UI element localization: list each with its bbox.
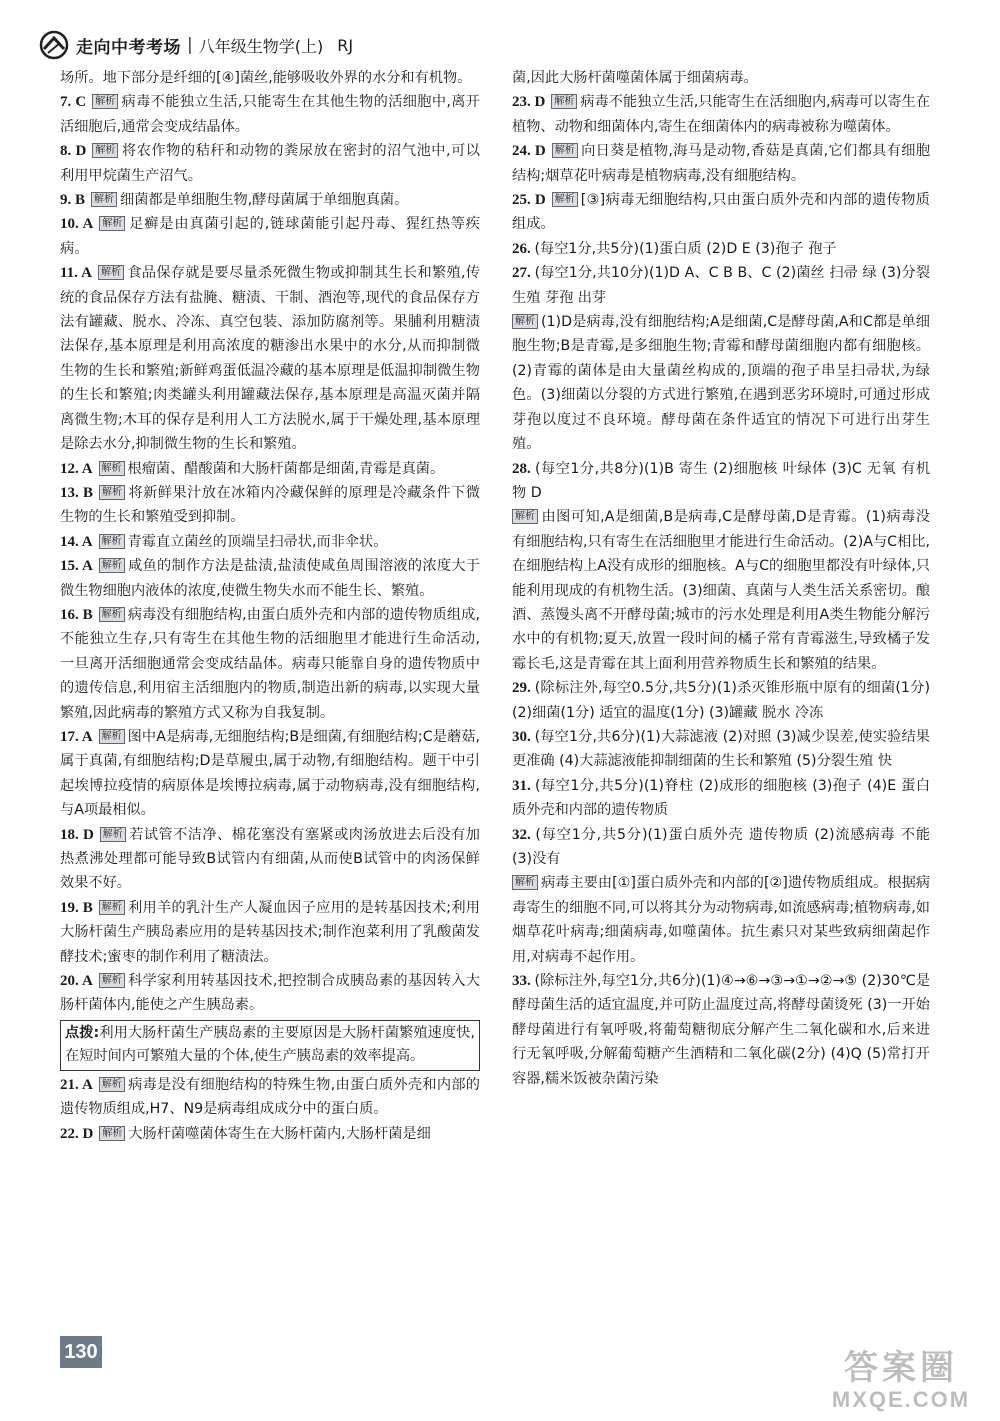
answer-text: (除标注外,每空0.5分,共5分)(1)杀灭锥形瓶中原有的细菌(1分) (2)细菌(1分) 适宜的温度(1分) (3)罐藏 脱水 冷冻	[512, 680, 931, 721]
analysis-badge: 解析	[92, 143, 118, 158]
analysis-badge: 解析	[99, 1077, 125, 1092]
answer-item	[512, 774, 930, 823]
answer-item	[60, 823, 480, 896]
question-number: 26.	[512, 240, 535, 257]
answer-text: 根瘤菌、醋酸菌和大肠杆菌都是细菌,青霉是真菌。	[127, 460, 445, 477]
question-number: 29.	[512, 680, 535, 697]
answer-item	[60, 1073, 480, 1122]
analysis-badge: 解析	[99, 461, 125, 476]
analysis-badge: 解析	[99, 607, 125, 622]
book-logo-icon	[38, 29, 70, 61]
question-number: 30.	[512, 728, 535, 745]
book-edition: RJ	[337, 35, 354, 55]
answer-text: 病毒是没有细胞结构的特殊生物,由蛋白质外壳和内部的遗传物质组成,H7、N9是病毒组成成分中的蛋白质。	[60, 1076, 480, 1118]
answer-item	[60, 188, 480, 212]
answer-item	[60, 969, 480, 1018]
answer-item	[60, 530, 480, 554]
question-number: 17.	[60, 728, 82, 745]
question-number: 13.	[60, 484, 83, 501]
answer-item	[512, 237, 930, 261]
watermark-logo: 答案圈	[844, 1347, 958, 1388]
answer-text: (每空1分,共5分)(1)蛋白质外壳 遗传物质 (2)流感病毒 不能 (3)没有	[512, 826, 931, 867]
analysis-badge: 解析	[99, 558, 125, 573]
answer-text: 大肠杆菌噬菌体寄生在大肠杆菌内,大肠杆菌是细	[128, 1125, 431, 1142]
answer-choice: D	[534, 143, 546, 160]
answer-item	[60, 896, 480, 969]
answer-choice: B	[82, 899, 93, 916]
analysis-badge: 解析	[99, 534, 125, 549]
analysis-badge: 解析	[100, 827, 126, 842]
question-number: 14.	[60, 533, 82, 550]
analysis-text: (1)D是病毒,没有细胞结构;A是细菌,C是酵母菌,A和C都是单细胞生物;B是青霉,是多细胞生物;青霉和酵母菌细胞内都有细胞核。(2)青霉的菌体是由大量菌丝构成的,顶端的孢子串呈扫帚状,为绿色。(3)细菌以分裂的方式进行繁殖,在遇到恶劣环境时,可通过形成芽孢以度过不良环境。酵母菌在条件适宜的情况下可进行出芽生殖。	[512, 314, 930, 453]
question-number: 7.	[60, 94, 76, 111]
answer-choice: D	[82, 1125, 94, 1142]
answer-text: [③]病毒无细胞结构,只由蛋白质外壳和内部的遗传物质组成。	[512, 192, 930, 233]
question-number: 32.	[512, 826, 536, 843]
answer-text: 将农作物的秸秆和动物的粪尿放在密封的沼气池中,可以利用甲烷菌生产沼气。	[60, 143, 480, 184]
answer-item	[60, 212, 480, 261]
watermark	[826, 1335, 976, 1415]
analysis-badge: 解析	[512, 875, 538, 890]
analysis-badge: 解析	[92, 94, 118, 109]
answer-text: (每空1分,共8分)(1)B 寄生 (2)细胞核 叶绿体 (3)C 无氧 有机物 D	[512, 460, 931, 501]
question-number: 20.	[60, 973, 82, 990]
answer-choice: A	[81, 1076, 93, 1093]
analysis-badge: 解析	[552, 192, 578, 207]
answer-text: 咸鱼的制作方法是盐渍,盐渍使咸鱼周围溶液的浓度大于微生物细胞内液体的浓度,使微生物失水而不能生长、繁殖。	[60, 558, 480, 599]
analysis-badge: 解析	[91, 192, 117, 207]
answer-text: 食品保存就是要尽量杀死微生物或抑制其生长和繁殖,传统的食品保存方法有盐腌、糖渍、干制、酒泡等,现代的食品保存方法有罐藏、脱水、冷冻、真空包装、添加防腐剂等。果脯利用糖渍法保存,基本原理是利用高浓度的糖渗出水果中的水分,从而抑制微生物的生长和繁殖;新鲜鸡蛋低温冷藏的基本原理是低温抑制微生物的生长和繁殖;肉类罐头利用罐藏法保存,基本原理是高温灭菌并隔离微生物;木耳的保存是利用人工方法脱水,属于干燥处理,基本原理是除去水分,抑制微生物的生长和繁殖。	[60, 265, 480, 453]
answer-text: (每空1分,共10分)(1)D A、C B B、C (2)菌丝 扫帚 绿 (3)分裂生殖 芽孢 出芽	[512, 265, 931, 306]
question-number: 19.	[60, 899, 83, 916]
analysis-badge: 解析	[99, 216, 125, 231]
answer-choice: D	[534, 192, 546, 209]
watermark-url: MXQE.COM	[831, 1386, 971, 1412]
answer-choice: B	[82, 606, 93, 623]
answer-item	[512, 457, 930, 506]
answer-choice: A	[81, 728, 93, 745]
answer-text: 青霉直立菌丝的顶端呈扫帚状,而非伞状。	[127, 533, 388, 550]
answer-choice: D	[75, 143, 87, 160]
answer-item	[60, 481, 480, 530]
answer-choice: A	[81, 533, 93, 550]
tip-box	[60, 1020, 480, 1071]
question-number: 28.	[512, 460, 535, 477]
analysis-badge: 解析	[512, 314, 538, 329]
right-answer-column	[512, 66, 930, 1091]
question-number: 11.	[60, 265, 82, 282]
tip-text: 利用大肠杆菌生产胰岛素的主要原因是大肠杆菌繁殖速度快,在短时间内可繁殖大量的个体,使生产胰岛素的效率提高。	[65, 1024, 475, 1065]
answer-item	[512, 139, 930, 188]
answer-item	[60, 554, 480, 603]
question-number: 33.	[512, 973, 535, 990]
question-number: 21.	[60, 1076, 82, 1093]
answer-text: (每空1分,共5分)(1)蛋白质 (2)D E (3)孢子 孢子	[534, 240, 837, 257]
answer-text: 细菌都是单细胞生物,酵母菌属于单细胞真菌。	[120, 192, 409, 209]
answer-choice: A	[81, 265, 93, 282]
answer-choice: B	[82, 484, 93, 501]
answer-text: 病毒不能独立生活,只能寄生在其他生物的活细胞中,离开活细胞后,通常会变成结晶体。	[60, 94, 480, 135]
question-number: 12.	[60, 460, 82, 477]
answer-text: 科学家利用转基因技术,把控制合成胰岛素的基因转入大肠杆菌体内,能使之产生胰岛素。	[60, 973, 480, 1014]
header-divider: |	[187, 35, 193, 55]
answer-item	[512, 823, 930, 872]
page-header	[38, 28, 353, 62]
answer-choice: A	[82, 216, 94, 233]
continued-text: 菌,因此大肠杆菌噬菌体属于细菌病毒。	[512, 70, 758, 86]
question-number: 24.	[512, 143, 535, 160]
question-number: 10.	[60, 216, 83, 233]
answer-item	[60, 603, 480, 725]
question-number: 15.	[60, 558, 82, 575]
answer-choice: D	[534, 94, 546, 111]
continued-text: 场所。地下部分是纤细的[④]菌丝,能够吸收外界的水分和有机物。	[60, 70, 472, 86]
answer-text: 病毒没有细胞结构,由蛋白质外壳和内部的遗传物质组成,不能独立生存,只有寄生在其他生物的活细胞里才能进行生命活动,一旦离开活细胞通常会变成结晶体。病毒只能靠自身的遗传物质中的遗传信息,利用宿主活细胞内的物质,制造出新的病毒,以实现大量繁殖,因此病毒的繁殖方式又称为自我复制。	[60, 606, 480, 721]
analysis-paragraph	[512, 505, 930, 676]
answer-text: (除标注外,每空1分,共6分)(1)④→⑥→③→①→②→⑤ (2)30℃是酵母菌生活的适宜温度,并可防止温度过高,将酵母菌烫死 (3)一开始酵母菌进行有氧呼吸,将葡萄糖彻底分解产生二氧化碳和水,后来进行无氧呼吸,分解葡萄糖产生酒精和二氧化碳(2分) (4)Q (5)常打开容器,糯米饭被杂菌污染	[512, 973, 931, 1087]
book-subtitle: 八年级生物学(上)	[198, 36, 324, 56]
answer-text: 将新鲜果汁放在冰箱内冷藏保鲜的原理是冷藏条件下微生物的生长和繁殖受到抑制。	[60, 484, 480, 526]
answer-text: 利用羊的乳汁生产人凝血因子应用的是转基因技术;利用大肠杆菌生产胰岛素应用的是转基因技术;制作泡菜利用了乳酸菌发酵技术;蜜枣的制作利用了糖渍法。	[60, 899, 480, 965]
analysis-paragraph	[512, 310, 930, 456]
analysis-badge: 解析	[98, 265, 124, 280]
answer-text: (每空1分,共6分)(1)大蒜滤液 (2)对照 (3)减少误差,使实验结果更准确 (4)大蒜滤液能抑制细菌的生长和繁殖 (5)分裂生殖 快	[512, 728, 930, 770]
answer-item	[60, 139, 480, 188]
question-number: 23.	[512, 94, 535, 111]
tip-label: 点拨:	[65, 1024, 100, 1041]
question-number: 8.	[60, 143, 76, 160]
analysis-badge: 解析	[99, 485, 125, 500]
analysis-text: 由图可知,A是细菌,B是病毒,C是酵母菌,D是青霉。(1)病毒没有细胞结构,只有寄生在活细胞里才能进行生命活动。(2)A与C相比,在细胞结构上A没有成形的细胞核。A与C的细胞里都没有叶绿体,只能利用现成的有机物生活。(3)细菌、真菌与人类生活关系密切。酿酒、蒸馒头离不开酵母菌;城市的污水处理是利用A类生物能分解污水中的有机物;夏天,放置一段时间的橘子常有青霉滋生,导致橘子发霉长毛,这是青霉在其上面利用营养物质生长和繁殖的结果。	[512, 509, 930, 672]
answer-item	[60, 261, 480, 456]
answer-item	[60, 1122, 480, 1146]
analysis-badge: 解析	[99, 973, 125, 988]
question-number: 27.	[512, 265, 535, 282]
analysis-badge: 解析	[551, 94, 577, 109]
left-answer-column	[60, 66, 480, 1146]
answer-item	[512, 969, 930, 1091]
answer-choice: C	[75, 94, 87, 111]
page-number: 130	[60, 1336, 102, 1368]
answer-choice: A	[81, 558, 93, 575]
answer-text: (每空1分,共5分)(1)脊柱 (2)成形的细胞核 (3)孢子 (4)E 蛋白质外壳和内部的遗传物质	[512, 777, 931, 819]
answer-text: 图中A是病毒,无细胞结构;B是细菌,有细胞结构;C是蘑菇,属于真菌,有细胞结构;D是草履虫,属于动物,有细胞结构。题干中引起埃博拉疫情的病原体是埃博拉病毒,属于动物病毒,没有细胞结构,与A项最相似。	[60, 728, 480, 819]
answer-choice: A	[81, 973, 93, 990]
analysis-text: 病毒主要由[①]蛋白质外壳和内部的[②]遗传物质组成。根据病毒寄生的细胞不同,可以将其分为动物病毒,如流感病毒;植物病毒,如烟草花叶病毒;细菌病毒,如噬菌体。抗生素只对某些致病细菌起作用,对病毒不起作用。	[512, 875, 930, 965]
answer-item	[512, 676, 930, 725]
question-number: 9.	[60, 192, 75, 209]
answer-choice: D	[82, 826, 94, 843]
answer-item	[512, 188, 930, 237]
analysis-badge: 解析	[512, 509, 538, 524]
question-number: 16.	[60, 606, 83, 623]
answer-item	[512, 725, 930, 774]
analysis-badge: 解析	[99, 1126, 125, 1141]
question-number: 18.	[60, 826, 83, 843]
answer-text: 向日葵是植物,海马是动物,香菇是真菌,它们都具有细胞结构;烟草花叶病毒是植物病毒,没有细胞结构。	[512, 143, 931, 184]
question-number: 31.	[512, 777, 535, 794]
answer-text: 病毒不能独立生活,只能寄生在活细胞内,病毒可以寄生在植物、动物和细菌体内,寄生在细菌体内的病毒被称为噬菌体。	[512, 94, 931, 135]
answer-choice: A	[81, 460, 93, 477]
answer-item	[60, 725, 480, 823]
analysis-badge: 解析	[99, 729, 125, 744]
answer-text: 足癣是由真菌引起的,链球菌能引起丹毒、猩红热等疾病。	[60, 216, 480, 257]
answer-choice: B	[75, 192, 86, 209]
answer-text: 若试管不洁净、棉花塞没有塞紧或肉汤放进去后没有加热煮沸处理都可能导致B试管内有细菌,从而使B试管中的肉汤保鲜效果不好。	[60, 826, 480, 892]
analysis-badge: 解析	[552, 143, 578, 158]
question-number: 22.	[60, 1125, 83, 1142]
book-title: 走向中考考场	[76, 37, 181, 58]
answer-item	[512, 90, 930, 139]
question-number: 25.	[512, 192, 535, 209]
answer-item	[60, 90, 480, 139]
answer-item	[512, 261, 930, 310]
answer-item	[60, 457, 480, 481]
analysis-badge: 解析	[99, 900, 125, 915]
analysis-paragraph	[512, 871, 930, 969]
